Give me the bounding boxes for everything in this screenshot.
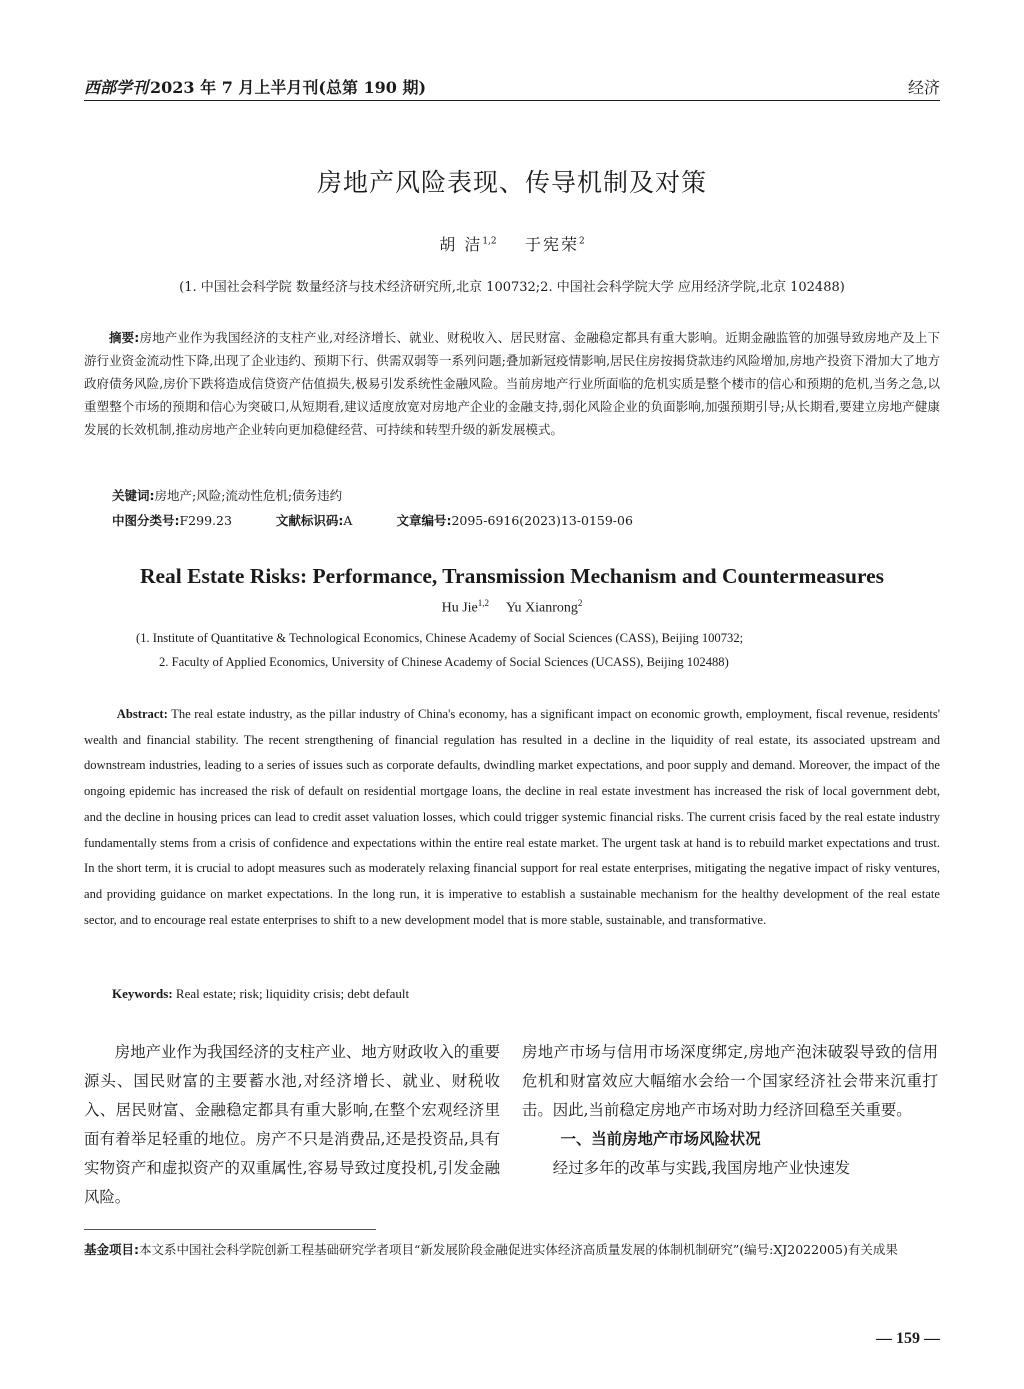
abstract-en-text: The real estate industry, as the pillar industry of China's economy, has a significant impact on economic growth, employment, fiscal revenue, residents' wealth and financial stability. The recent strengthening of financial regulation has resulted in a decline in the liquidity of real estate, its associated upstream and downstream industries, leading to a series of issues such as corporate defaults, dwindling market expectations, and poor supply and demand. Moreover, the impact of the ongoing epidemic has increased the risk of default on residential mortgage loans, the decline in real estate investment has increased the risk of local government debt, and the decline in housing prices can lead to credit asset valuation losses, which could trigger systemic financial risks. The current crisis faced by the real estate industry fundamentally stems from a crisis of confidence and expectations within the entire real estate market. The urgent task at hand is to rebuild market expectations and trust. In the short term, it is crucial to adopt measures such as moderately relaxing financial support for real estate enterprises, mitigating the negative impact of risky ventures, and providing guidance on market expectations. In the long run, it is imperative to establish a sustainable mechanism for the healthy development of the real estate sector, and to encourage real estate enterprises to shift to a new development model that is more stable, sustainable, and transformative. [84,707,940,927]
document-code: 文献标识码:A [275,513,353,528]
author-name-en: Yu Xianrong [505,600,578,616]
body-paragraph: 房地产业作为我国经济的支柱产业、地方财政收入的重要源头、国民财富的主要蓄水池,对经济增长、就业、财税收入、居民财富、金融稳定都具有重大影响,在整个宏观经济里面有着举足轻重的地位。房产不只是消费品,还是投资品,具有实物资产和虚拟资产的双重属性,容易导致过度投机,引发金融风险。 [84,1043,500,1206]
author-name: 于宪荣 [525,235,580,254]
author-affil-sup: 2 [579,236,585,247]
footnote [84,1238,940,1262]
abstract-en-label: Abstract: [116,707,168,721]
abstract-cn-text: 房地产业作为我国经济的支柱产业,对经济增长、就业、财税收入、居民财富、金融稳定都具有重大影响。近期金融监管的加强导致房地产及上下游行业资金流动性下降,出现了企业违约、预期下行、供需双弱等一系列问题;叠加新冠疫情影响,居民住房按揭贷款违约风险增加,房地产投资下滑加大了地方政府债务风险,房价下跌将造成信贷资产估值损失,极易引发系统性金融风险。当前房地产行业所面临的危机实质是整个楼市的信心和预期的危机,当务之急,以重塑整个市场的预期和信心为突破口,从短期看,建议适度放宽对房地产企业的金融支持,弱化风险企业的负面影响,加强预期引导;从长期看,要建立房地产健康发展的长效机制,推动房地产企业转向更加稳健经营、可持续和转型升级的新发展模式。 [84,330,941,437]
journal-name [84,75,426,98]
footnote-label: 基金项目: [84,1242,139,1257]
keywords-en-text: Real estate; risk; liquidity crisis; debt default [175,986,410,1001]
affiliation-en-line: 2. Faculty of Applied Economics, University of Chinese Academy of Social Sciences (UCASS), Beijing 102488) [159,655,729,669]
abstract-cn [84,326,940,441]
classification-row [112,511,677,529]
authors-en [0,598,1024,617]
author-name-en: Hu Jie [441,600,478,616]
body-column-right [522,1038,938,1183]
keywords-cn-text: 房地产;风险;流动性危机;债务违约 [154,488,343,503]
journal-issue: 2023 年 7 月上半月刊(总第 190 期) [150,78,427,97]
journal-logo: 西部学刊 [84,78,149,97]
running-header [84,72,940,98]
body-paragraph: 房地产市场与信用市场深度绑定,房地产泡沫破裂导致的信用危机和财富效应大幅缩水会给一个国家经济社会带来沉重打击。因此,当前稳定房地产市场对助力经济回稳至关重要。 [522,1043,938,1119]
author-affil-sup: 1,2 [482,236,497,247]
keywords-en [112,986,409,1002]
section-heading: 一、当前房地产市场风险状况 [560,1130,761,1148]
keywords-en-label: Keywords: [112,986,173,1001]
page-number: — 159 — [876,1330,940,1347]
section-tag: 经济 [907,78,940,97]
footnote-text: 本文系中国社会科学院创新工程基础研究学者项目“新发展阶段金融促进实体经济高质量发展的体制机制研究”(编号:XJ2022005)有关成果 [139,1242,898,1257]
keywords-cn-label: 关键词: [112,488,155,503]
affiliation-en [84,626,940,674]
title-en: Real Estate Risks: Performance, Transmission Mechanism and Countermeasures [139,564,885,588]
author-affil-sup: 2 [577,598,583,608]
body-column-left [84,1038,500,1212]
keywords-cn [112,486,342,504]
footnote-rule [84,1229,376,1230]
author-affil-sup: 1,2 [477,598,489,608]
title-cn: 房地产风险表现、传导机制及对策 [316,168,707,197]
affiliation-en-line: (1. Institute of Quantitative & Technological Economics, Chinese Academy of Social Sciences (CASS), Beijing 100732; [136,631,744,645]
article-id: 文章编号:2095-6916(2023)13-0159-06 [396,513,633,528]
abstract-en [84,702,940,933]
body-paragraph: 经过多年的改革与实践,我国房地产业快速发 [552,1159,851,1177]
author-name: 胡 洁 [439,235,483,254]
abstract-cn-label: 摘要: [109,330,140,345]
affiliation-cn: (1. 中国社会科学院 数量经济与技术经济研究所,北京 100732;2. 中国社会科学院大学 应用经济学院,北京 102488) [179,280,845,295]
authors-cn [0,232,1024,255]
clc-number: 中图分类号:F299.23 [112,513,232,528]
header-rule [84,100,940,101]
